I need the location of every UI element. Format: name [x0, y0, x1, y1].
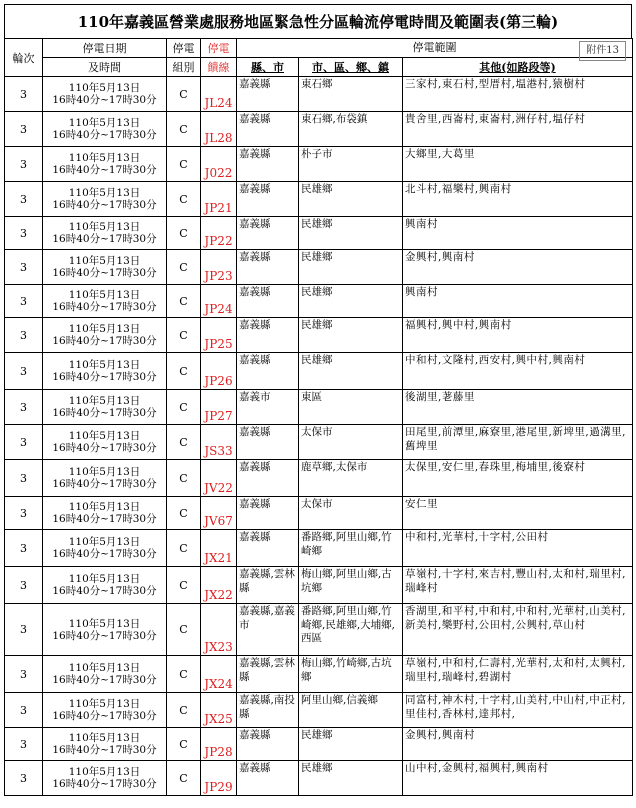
group-cell: C [167, 604, 201, 656]
others-cell: 興南村 [403, 217, 633, 250]
date-text: 110年5月13日 [68, 536, 141, 548]
table-row [5, 530, 633, 567]
county-cell: 嘉義縣 [237, 285, 299, 318]
county-cell: 嘉義縣 [237, 530, 299, 567]
feeder-cell: JL24 [201, 77, 237, 112]
county-cell: 嘉義縣,雲林縣 [237, 567, 299, 604]
town-cell: 民雄鄉 [299, 285, 403, 318]
round-cell: 3 [5, 285, 43, 318]
date-text: 110年5月13日 [68, 501, 141, 513]
date-text: 110年5月13日 [68, 766, 141, 778]
others-cell: 草嶺村,中和村,仁壽村,光華村,太和村,太興村,瑞里村,瑞峰村,碧湖村 [403, 656, 633, 693]
feeder-cell: JS33 [201, 425, 237, 460]
header-row-2 [5, 58, 633, 77]
round-cell: 3 [5, 460, 43, 497]
feeder-cell: JX24 [201, 656, 237, 693]
header-group: 停電 [167, 39, 201, 58]
feeder-cell: JL28 [201, 112, 237, 147]
date-cell [43, 530, 167, 567]
others-cell: 興南村 [403, 285, 633, 318]
town-cell: 番路鄉,阿里山鄉,竹崎鄉 [299, 530, 403, 567]
group-cell: C [167, 250, 201, 285]
table-row [5, 318, 633, 353]
town-cell: 東石鄉 [299, 77, 403, 112]
header-group-2: 組別 [167, 58, 201, 77]
others-cell: 大鄉里,大葛里 [403, 147, 633, 182]
feeder-cell: JP29 [201, 761, 237, 796]
county-cell: 嘉義縣 [237, 761, 299, 796]
header-round: 輪次 [5, 39, 43, 77]
round-cell: 3 [5, 656, 43, 693]
others-cell: 北斗村,福樂村,興南村 [403, 182, 633, 217]
others-cell: 金興村,興南村 [403, 250, 633, 285]
table-row [5, 250, 633, 285]
date-text: 110年5月13日 [68, 117, 141, 129]
round-cell: 3 [5, 604, 43, 656]
feeder-cell: JP23 [201, 250, 237, 285]
county-cell: 嘉義縣,南投縣 [237, 693, 299, 728]
round-cell: 3 [5, 77, 43, 112]
feeder-cell: JX23 [201, 604, 237, 656]
town-cell: 民雄鄉 [299, 728, 403, 761]
table-row [5, 497, 633, 530]
town-cell: 民雄鄉 [299, 217, 403, 250]
table-row [5, 460, 633, 497]
town-cell: 太保市 [299, 425, 403, 460]
town-cell: 鹿草鄉,太保市 [299, 460, 403, 497]
outage-rows [5, 77, 633, 796]
feeder-cell: JX25 [201, 693, 237, 728]
group-cell: C [167, 497, 201, 530]
feeder-cell: JX22 [201, 567, 237, 604]
round-cell: 3 [5, 250, 43, 285]
round-cell: 3 [5, 693, 43, 728]
header-town: 市、區、鄉、鎮 [299, 58, 403, 77]
date-cell [43, 567, 167, 604]
group-cell: C [167, 460, 201, 497]
others-cell: 草嶺村,十字村,來吉村,豐山村,太和村,瑞里村,瑞峰村 [403, 567, 633, 604]
town-cell: 東石鄉,布袋鎮 [299, 112, 403, 147]
county-cell: 嘉義縣 [237, 112, 299, 147]
date-text: 110年5月13日 [68, 573, 141, 585]
county-cell: 嘉義縣 [237, 250, 299, 285]
date-cell [43, 761, 167, 796]
group-cell: C [167, 656, 201, 693]
date-text: 110年5月13日 [68, 221, 141, 233]
others-cell: 中和村,文隆村,西安村,興中村,興南村 [403, 353, 633, 390]
group-cell: C [167, 285, 201, 318]
header-county: 縣、市 [237, 58, 299, 77]
town-cell: 民雄鄉 [299, 353, 403, 390]
date-cell [43, 390, 167, 425]
others-cell: 山中村,金興村,福興村,興南村 [403, 761, 633, 796]
time-text: 16時40分~17時30分 [52, 778, 157, 790]
group-cell: C [167, 761, 201, 796]
date-cell [43, 318, 167, 353]
county-cell: 嘉義縣,嘉義市 [237, 604, 299, 656]
others-cell: 安仁里 [403, 497, 633, 530]
date-text: 110年5月13日 [68, 187, 141, 199]
date-cell [43, 147, 167, 182]
group-cell: C [167, 112, 201, 147]
table-row [5, 425, 633, 460]
town-cell: 民雄鄉 [299, 250, 403, 285]
time-text: 16時40分~17時30分 [52, 744, 157, 756]
time-text: 16時40分~17時30分 [52, 513, 157, 525]
time-text: 16時40分~17時30分 [52, 710, 157, 722]
others-cell: 後湖里,荖藤里 [403, 390, 633, 425]
date-text: 110年5月13日 [68, 617, 141, 630]
time-text: 16時40分~17時30分 [52, 407, 157, 419]
table-row [5, 390, 633, 425]
date-cell [43, 693, 167, 728]
round-cell: 3 [5, 761, 43, 796]
town-cell: 民雄鄉 [299, 318, 403, 353]
date-text: 110年5月13日 [68, 289, 141, 301]
date-cell [43, 112, 167, 147]
table-row [5, 693, 633, 728]
county-cell: 嘉義縣 [237, 460, 299, 497]
table-row [5, 604, 633, 656]
county-cell: 嘉義縣 [237, 182, 299, 217]
county-cell: 嘉義縣 [237, 147, 299, 182]
date-cell [43, 425, 167, 460]
time-text: 16時40分~17時30分 [52, 585, 157, 597]
group-cell: C [167, 77, 201, 112]
page-title: 110年嘉義區營業處服務地區緊急性分區輪流停電時間及範圍表(第三輪) [4, 4, 632, 38]
time-text: 16時40分~17時30分 [52, 548, 157, 560]
town-cell: 梅山鄉,竹崎鄉,古坑鄉 [299, 656, 403, 693]
table-row [5, 285, 633, 318]
header-feeder-2: 饋線 [201, 58, 237, 77]
county-cell: 嘉義縣 [237, 318, 299, 353]
others-cell: 中和村,光華村,十字村,公田村 [403, 530, 633, 567]
round-cell: 3 [5, 425, 43, 460]
round-cell: 3 [5, 567, 43, 604]
county-cell: 嘉義縣 [237, 728, 299, 761]
round-cell: 3 [5, 497, 43, 530]
round-cell: 3 [5, 318, 43, 353]
time-text: 16時40分~17時30分 [52, 442, 157, 454]
county-cell: 嘉義縣,雲林縣 [237, 656, 299, 693]
group-cell: C [167, 318, 201, 353]
attachment-label: 附件13 [579, 41, 626, 61]
date-text: 110年5月13日 [68, 430, 141, 442]
date-text: 110年5月13日 [68, 82, 141, 94]
table-row [5, 77, 633, 112]
time-text: 16時40分~17時30分 [52, 335, 157, 347]
round-cell: 3 [5, 390, 43, 425]
date-cell [43, 497, 167, 530]
round-cell: 3 [5, 530, 43, 567]
group-cell: C [167, 728, 201, 761]
header-date: 停電日期 [43, 39, 167, 58]
table-row [5, 728, 633, 761]
date-cell [43, 182, 167, 217]
time-text: 16時40分~17時30分 [52, 674, 157, 686]
others-cell: 貴舍里,西崙村,東崙村,洲仔村,塭仔村 [403, 112, 633, 147]
group-cell: C [167, 530, 201, 567]
town-cell: 梅山鄉,阿里山鄉,古坑鄉 [299, 567, 403, 604]
table-row [5, 656, 633, 693]
group-cell: C [167, 147, 201, 182]
feeder-cell: JP21 [201, 182, 237, 217]
others-cell: 福興村,興中村,興南村 [403, 318, 633, 353]
round-cell: 3 [5, 147, 43, 182]
date-text: 110年5月13日 [68, 662, 141, 674]
feeder-cell: JP24 [201, 285, 237, 318]
time-text: 16時40分~17時30分 [52, 629, 157, 642]
county-cell: 嘉義縣 [237, 77, 299, 112]
time-text: 16時40分~17時30分 [52, 94, 157, 106]
date-cell [43, 728, 167, 761]
time-text: 16時40分~17時30分 [52, 164, 157, 176]
time-text: 16時40分~17時30分 [52, 233, 157, 245]
town-cell: 民雄鄉 [299, 182, 403, 217]
town-cell: 東區 [299, 390, 403, 425]
time-text: 16時40分~17時30分 [52, 478, 157, 490]
outage-table [4, 38, 633, 796]
round-cell: 3 [5, 728, 43, 761]
date-cell [43, 656, 167, 693]
time-text: 16時40分~17時30分 [52, 301, 157, 313]
date-cell [43, 217, 167, 250]
date-text: 110年5月13日 [68, 732, 141, 744]
header-range: 停電範圍 [412, 41, 457, 54]
feeder-cell: J022 [201, 147, 237, 182]
table-row [5, 567, 633, 604]
feeder-cell: JP25 [201, 318, 237, 353]
date-text: 110年5月13日 [68, 466, 141, 478]
town-cell: 民雄鄉 [299, 761, 403, 796]
round-cell: 3 [5, 217, 43, 250]
date-cell [43, 77, 167, 112]
county-cell: 嘉義市 [237, 390, 299, 425]
feeder-cell: JV22 [201, 460, 237, 497]
date-text: 110年5月13日 [68, 359, 141, 371]
feeder-cell: JP27 [201, 390, 237, 425]
date-cell [43, 250, 167, 285]
table-row [5, 112, 633, 147]
town-cell: 阿里山鄉,信義鄉 [299, 693, 403, 728]
group-cell: C [167, 693, 201, 728]
feeder-cell: JP28 [201, 728, 237, 761]
date-cell [43, 285, 167, 318]
date-cell [43, 353, 167, 390]
round-cell: 3 [5, 182, 43, 217]
table-row [5, 761, 633, 796]
town-cell: 番路鄉,阿里山鄉,竹崎鄉,民雄鄉,大埔鄉,西區 [299, 604, 403, 656]
group-cell: C [167, 217, 201, 250]
header-others: 其他(如路段等) [403, 58, 633, 77]
feeder-cell: JP22 [201, 217, 237, 250]
time-text: 16時40分~17時30分 [52, 199, 157, 211]
group-cell: C [167, 182, 201, 217]
county-cell: 嘉義縣 [237, 425, 299, 460]
table-row [5, 217, 633, 250]
others-cell: 田尾里,前潭里,麻寮里,港尾里,新埤里,過溝里,舊埤里 [403, 425, 633, 460]
others-cell: 太保里,安仁里,春珠里,梅埔里,後寮村 [403, 460, 633, 497]
header-range-cell [237, 39, 633, 58]
time-text: 16時40分~17時30分 [52, 129, 157, 141]
time-text: 16時40分~17時30分 [52, 267, 157, 279]
group-cell: C [167, 425, 201, 460]
date-text: 110年5月13日 [68, 152, 141, 164]
town-cell: 朴子市 [299, 147, 403, 182]
feeder-cell: JP26 [201, 353, 237, 390]
table-row [5, 147, 633, 182]
header-row-1 [5, 39, 633, 58]
date-cell [43, 604, 167, 656]
others-cell: 同富村,神木村,十字村,山美村,中山村,中正村,里佳村,香林村,達邦村, [403, 693, 633, 728]
others-cell: 金興村,興南村 [403, 728, 633, 761]
date-cell [43, 460, 167, 497]
header-feeder: 停電 [201, 39, 237, 58]
county-cell: 嘉義縣 [237, 497, 299, 530]
town-cell: 太保市 [299, 497, 403, 530]
feeder-cell: JX21 [201, 530, 237, 567]
round-cell: 3 [5, 353, 43, 390]
power-outage-sheet [4, 4, 632, 796]
group-cell: C [167, 567, 201, 604]
date-text: 110年5月13日 [68, 395, 141, 407]
table-row [5, 353, 633, 390]
county-cell: 嘉義縣 [237, 217, 299, 250]
county-cell: 嘉義縣 [237, 353, 299, 390]
feeder-cell: JV67 [201, 497, 237, 530]
date-text: 110年5月13日 [68, 698, 141, 710]
date-text: 110年5月13日 [68, 255, 141, 267]
date-text: 110年5月13日 [68, 323, 141, 335]
others-cell: 香湖里,和平村,中和村,中和村,光華村,山美村,新美村,樂野村,公田村,公興村,草山村 [403, 604, 633, 656]
others-cell: 三家村,東石村,型厝村,塭港村,猿樹村 [403, 77, 633, 112]
table-row [5, 182, 633, 217]
group-cell: C [167, 390, 201, 425]
time-text: 16時40分~17時30分 [52, 371, 157, 383]
round-cell: 3 [5, 112, 43, 147]
group-cell: C [167, 353, 201, 390]
header-date-2: 及時間 [43, 58, 167, 77]
